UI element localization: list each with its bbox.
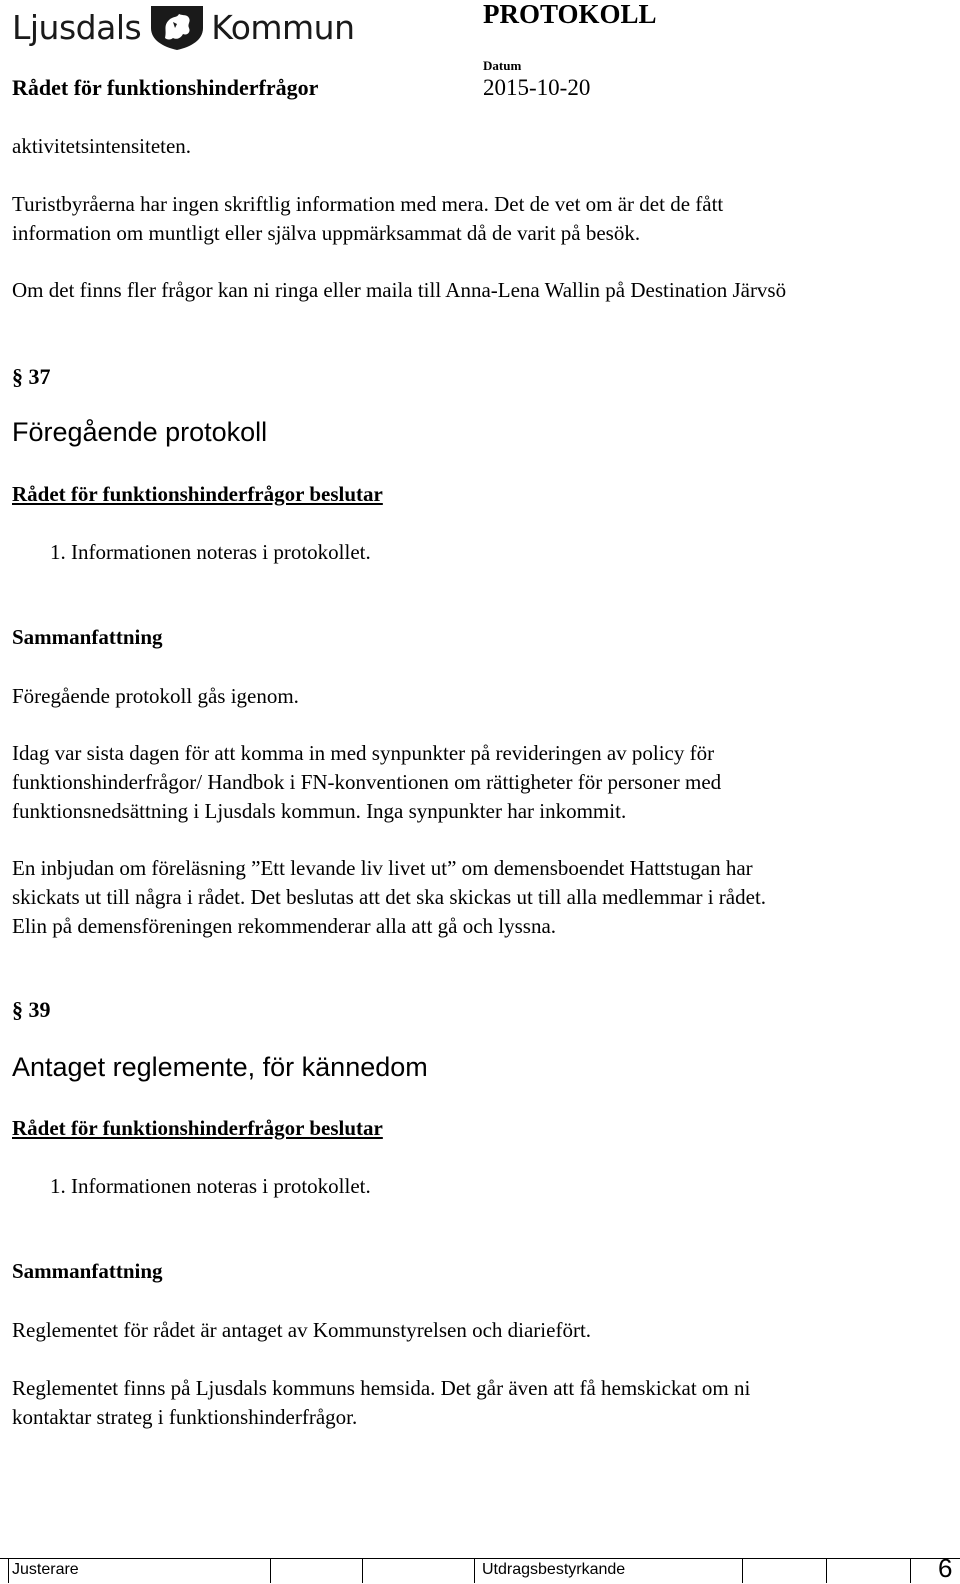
footer-divider: [362, 1559, 363, 1583]
decision-heading: Rådet för funktionshinderfrågor beslutar: [12, 482, 383, 506]
paragraph-line: funktionsnedsättning i Ljusdals kommun. Inga synpunkter har inkommit.: [12, 799, 627, 823]
date-value: 2015-10-20: [483, 75, 591, 100]
paragraph-line: information om muntligt eller själva uppmärksammat då de varit på besök.: [12, 221, 641, 245]
paragraph-line: Om det finns fler frågor kan ni ringa eller maila till Anna-Lena Wallin på Destination Järvsö: [12, 278, 787, 302]
paragraph-line: Idag var sista dagen för att komma in med synpunkter på revideringen av policy för: [12, 741, 715, 765]
paragraph-line: funktionshinderfrågor/ Handbok i FN-konventionen om rättigheter för personer med: [12, 770, 722, 794]
council-name: Rådet för funktionshinderfrågor: [12, 75, 319, 100]
crest-icon: [147, 4, 207, 50]
section-title: Föregående protokoll: [12, 417, 268, 447]
footer-signer-label: Justerare: [12, 1561, 79, 1578]
paragraph-line: Föregående protokoll gås igenom.: [12, 684, 299, 708]
logo-text-right: Kommun: [211, 7, 355, 47]
paragraph-line: kontaktar strateg i funktionshinderfrågor.: [12, 1405, 358, 1429]
paragraph-line: En inbjudan om föreläsning ”Ett levande liv livet ut” om demensboendet Hattstugan har: [12, 856, 753, 880]
section-title: Antaget reglemente, för kännedom: [12, 1052, 428, 1082]
paragraph-line: Reglementet för rådet är antaget av Kommunstyrelsen och diariefört.: [12, 1318, 592, 1342]
summary-label: Sammanfattning: [12, 625, 163, 649]
logo-text-left: Ljusdals: [12, 7, 142, 47]
paragraph-line: aktivitetsintensiteten.: [12, 134, 192, 158]
page-number: 6: [938, 1553, 953, 1583]
footer-bar: [0, 1558, 960, 1584]
footer-divider: [270, 1559, 271, 1583]
footer-divider: [910, 1559, 911, 1583]
paragraph-line: skickats ut till några i rådet. Det beslutas att det ska skickas ut till alla medlemmar i rådet.: [12, 885, 767, 909]
paragraph-line: Reglementet finns på Ljusdals kommuns hemsida. Det går även att få hemskickat om ni: [12, 1376, 751, 1400]
section-number: § 37: [12, 364, 51, 389]
footer-divider: [8, 1559, 9, 1583]
decision-item: 1. Informationen noteras i protokollet.: [50, 540, 371, 564]
footer-divider: [474, 1559, 475, 1583]
date-label: Datum: [483, 58, 522, 73]
summary-label: Sammanfattning: [12, 1259, 163, 1283]
decision-item: 1. Informationen noteras i protokollet.: [50, 1174, 371, 1198]
document-type: PROTOKOLL: [483, 0, 657, 29]
municipality-logo: [12, 4, 355, 50]
paragraph-line: Turistbyråerna har ingen skriftlig information med mera. Det de vet om är det de fått: [12, 192, 724, 216]
paragraph-line: Elin på demensföreningen rekommenderar alla att gå och lyssna.: [12, 914, 557, 938]
footer-divider: [826, 1559, 827, 1583]
footer-divider: [742, 1559, 743, 1583]
footer-certify-label: Utdragsbestyrkande: [482, 1561, 626, 1578]
section-number: § 39: [12, 997, 51, 1022]
decision-heading: Rådet för funktionshinderfrågor beslutar: [12, 1116, 383, 1140]
